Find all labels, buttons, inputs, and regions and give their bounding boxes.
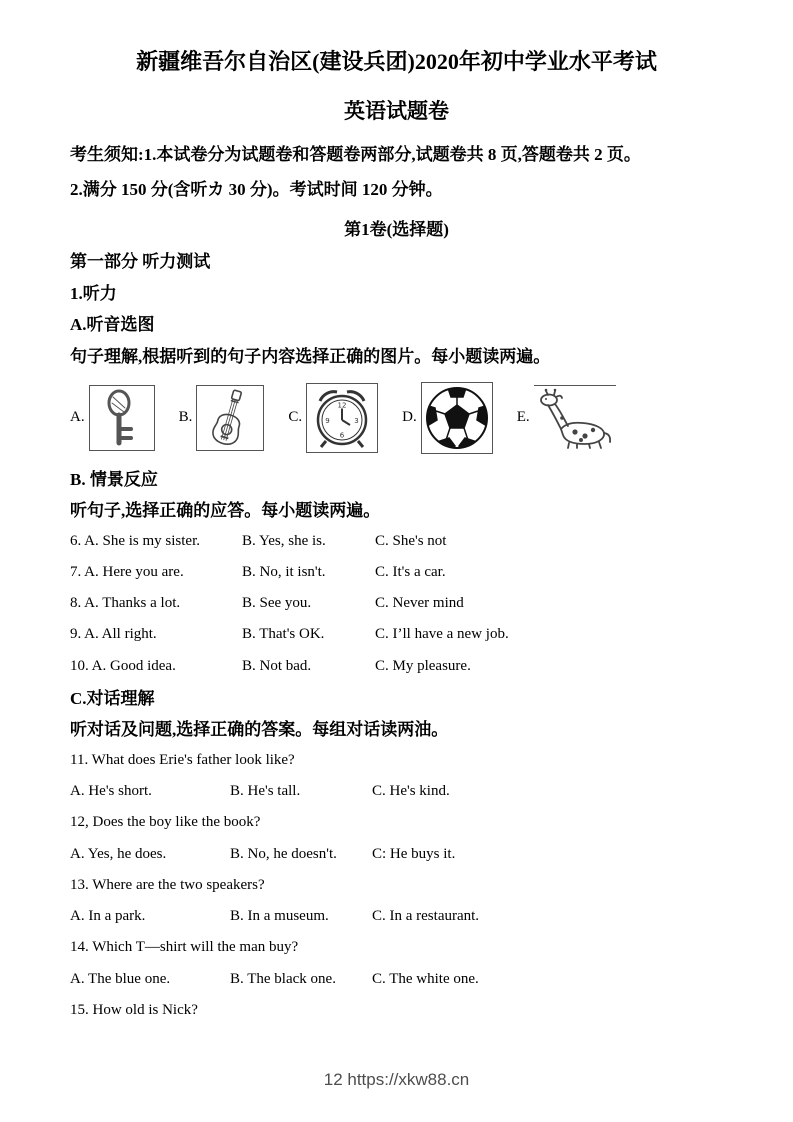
q7-option-a: 7. A. Here you are. bbox=[70, 563, 184, 580]
q14-option-c: C. The white one. bbox=[372, 970, 479, 987]
question-13: 13. Where are the two speakers? bbox=[70, 876, 265, 893]
q13-option-c: C. In a restaurant. bbox=[372, 908, 480, 924]
q9-option-a: 9. A. All right. bbox=[70, 626, 157, 643]
section-c-title: C.对话理解 bbox=[70, 688, 155, 708]
q7-option-c: C. It's a car. bbox=[375, 563, 446, 580]
picture-label-d: D. bbox=[402, 409, 417, 426]
exam-title: 新疆维吾尔自治区(建设兵团)2020年初中学业水平考试 bbox=[136, 49, 657, 74]
q12-option-c: C: He buys it. bbox=[372, 845, 456, 862]
q10-option-c: C. My pleasure. bbox=[375, 657, 471, 674]
question-11: 11. What does Erie's father look like? bbox=[70, 751, 295, 768]
section-b-instructions: 听句子,选择正确的应答。每小题读两遍。 bbox=[70, 501, 381, 521]
listening-title: 1.听力 bbox=[70, 283, 117, 303]
question-row-6 bbox=[70, 533, 723, 550]
picture-option-e bbox=[517, 385, 616, 451]
clock-image-box bbox=[306, 383, 378, 453]
giraffe-image-box bbox=[534, 385, 616, 451]
volume-title: 第1卷(选择题) bbox=[344, 220, 449, 240]
q7-option-b: B. No, it isn't. bbox=[242, 563, 326, 580]
exam-subtitle: 英语试题卷 bbox=[344, 98, 449, 123]
question-row-14-options bbox=[70, 971, 723, 988]
question-row-10 bbox=[70, 658, 723, 675]
svg-text:6: 6 bbox=[339, 431, 345, 440]
q14-option-b: B. The black one. bbox=[230, 970, 336, 987]
q9-option-b: B. That's OK. bbox=[242, 626, 325, 643]
question-row-13-options bbox=[70, 908, 723, 925]
part1-title: 第一部分 听力测试 bbox=[70, 252, 211, 272]
question-row-8 bbox=[70, 595, 723, 612]
giraffe-icon bbox=[535, 387, 615, 449]
q10-option-b: B. Not bad. bbox=[242, 657, 312, 674]
section-a-instructions: 句子理解,根据听到的句子内容选择正确的图片。每小题读两遍。 bbox=[70, 346, 551, 366]
q8-option-c: C. Never mind bbox=[375, 595, 464, 612]
question-12: 12, Does the boy like the book? bbox=[70, 814, 261, 831]
svg-text:9: 9 bbox=[325, 416, 330, 425]
question-row-11-options bbox=[70, 783, 723, 800]
q9-option-c: C. I’ll have a new job. bbox=[375, 626, 509, 643]
candidate-notice-line-2: 2.满分 150 分(含听カ 30 分)。考试时间 120 分钟。 bbox=[70, 179, 443, 199]
q12-option-b: B. No, he doesn't. bbox=[230, 845, 337, 862]
picture-label-c: C. bbox=[288, 409, 303, 426]
key-image-box bbox=[89, 385, 155, 451]
svg-text:12: 12 bbox=[337, 401, 347, 410]
picture-option-a bbox=[70, 385, 155, 451]
question-row-12-options bbox=[70, 846, 723, 863]
section-b-title: B. 情景反应 bbox=[70, 469, 158, 489]
guitar-image-box bbox=[196, 385, 264, 451]
q11-option-b: B. He's tall. bbox=[230, 783, 301, 799]
q6-option-c: C. She's not bbox=[375, 532, 447, 549]
svg-text:3: 3 bbox=[354, 416, 359, 425]
picture-label-b: B. bbox=[178, 409, 193, 426]
picture-label-a: A. bbox=[70, 409, 85, 426]
q10-option-a: 10. A. Good idea. bbox=[70, 657, 176, 674]
picture-option-d bbox=[402, 382, 493, 454]
guitar-icon bbox=[201, 388, 259, 448]
section-c-instructions: 听对话及问题,选择正确的答案。每组对话读两油。 bbox=[70, 720, 449, 740]
q6-option-a: 6. A. She is my sister. bbox=[70, 532, 201, 549]
q6-option-b: B. Yes, she is. bbox=[242, 532, 326, 549]
question-row-7 bbox=[70, 564, 723, 581]
question-row-9 bbox=[70, 626, 723, 643]
candidate-notice-line-1: 考生须知:1.本试卷分为试题卷和答题卷两部分,试题卷共 8 页,答题卷共 2 页。 bbox=[70, 144, 641, 164]
q13-option-b: B. In a museum. bbox=[230, 908, 329, 924]
q13-option-a: A. In a park. bbox=[70, 908, 146, 924]
q12-option-a: A. Yes, he does. bbox=[70, 845, 167, 862]
question-15: 15. How old is Nick? bbox=[70, 1001, 198, 1018]
q8-option-a: 8. A. Thanks a lot. bbox=[70, 595, 181, 612]
picture-options-row bbox=[70, 378, 723, 458]
page-footer-watermark: 12 https://xkw88.cn bbox=[323, 1070, 470, 1089]
soccer-ball-icon bbox=[424, 385, 490, 451]
q11-option-a: A. He's short. bbox=[70, 783, 152, 799]
q8-option-b: B. See you. bbox=[242, 595, 312, 612]
picture-option-b bbox=[179, 385, 265, 451]
key-icon bbox=[95, 389, 149, 447]
alarm-clock-icon bbox=[310, 386, 374, 450]
q11-option-c: C. He's kind. bbox=[372, 783, 450, 799]
soccer-ball-image-box bbox=[421, 382, 493, 454]
question-14: 14. Which T—shirt will the man buy? bbox=[70, 939, 299, 956]
q14-option-a: A. The blue one. bbox=[70, 970, 171, 987]
section-a-title: A.听音选图 bbox=[70, 315, 155, 335]
picture-label-e: E. bbox=[516, 409, 530, 426]
picture-option-c bbox=[288, 383, 378, 453]
